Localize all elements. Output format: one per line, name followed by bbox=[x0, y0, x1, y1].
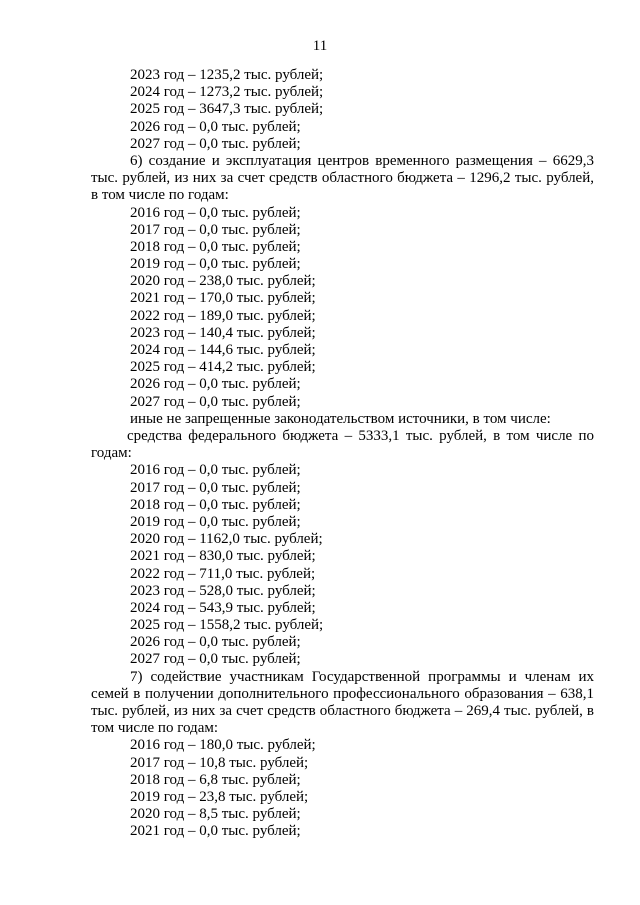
year-line: 2016 год – 0,0 тыс. рублей; bbox=[130, 462, 301, 479]
year-line: 2023 год – 140,4 тыс. рублей; bbox=[130, 324, 316, 341]
year-line: 2024 год – 543,9 тыс. рублей; bbox=[130, 599, 316, 616]
year-line: 2020 год – 238,0 тыс. рублей; bbox=[130, 273, 316, 290]
year-list-1 bbox=[91, 67, 594, 153]
year-list-4 bbox=[91, 737, 594, 840]
year-line: 2021 год – 170,0 тыс. рублей; bbox=[130, 290, 316, 307]
year-line: 2022 год – 711,0 тыс. рублей; bbox=[130, 565, 316, 582]
year-line: 2016 год – 0,0 тыс. рублей; bbox=[130, 204, 301, 221]
year-line: 2019 год – 23,8 тыс. рублей; bbox=[130, 789, 309, 806]
year-line: 2023 год – 528,0 тыс. рублей; bbox=[130, 582, 316, 599]
year-line: 2018 год – 0,0 тыс. рублей; bbox=[130, 496, 301, 513]
year-line: 2026 год – 0,0 тыс. рублей; bbox=[130, 118, 301, 135]
year-line: 2027 год – 0,0 тыс. рублей; bbox=[130, 135, 301, 152]
year-line: 2027 год – 0,0 тыс. рублей; bbox=[130, 651, 301, 668]
year-line: 2026 год – 0,0 тыс. рублей; bbox=[130, 376, 301, 393]
year-line: 2021 год – 830,0 тыс. рублей; bbox=[130, 548, 316, 565]
year-line: 2025 год – 1558,2 тыс. рублей; bbox=[130, 617, 324, 634]
year-list-3 bbox=[91, 462, 594, 668]
year-line: 2024 год – 1273,2 тыс. рублей; bbox=[130, 84, 324, 101]
year-line: 2025 год – 414,2 тыс. рублей; bbox=[130, 359, 316, 376]
year-line: 2027 год – 0,0 тыс. рублей; bbox=[130, 393, 301, 410]
year-line: 2020 год – 1162,0 тыс. рублей; bbox=[130, 531, 323, 548]
year-line: 2018 год – 0,0 тыс. рублей; bbox=[130, 238, 301, 255]
year-line: 2019 год – 0,0 тыс. рублей; bbox=[130, 513, 301, 530]
year-line: 2023 год – 1235,2 тыс. рублей; bbox=[130, 67, 324, 83]
year-line: 2017 год – 0,0 тыс. рублей; bbox=[130, 479, 301, 496]
year-line: 2018 год – 6,8 тыс. рублей; bbox=[130, 771, 301, 788]
paragraph-item-7: 7) содействие участникам Государственной программы и членам их семей в получении дополнительного профессионального образования – 638,1 тыс. рублей, из них за счет средств областного бюджета – 269,4 тыс. рублей, в том числе по годам: bbox=[91, 668, 594, 737]
year-line: 2022 год – 189,0 тыс. рублей; bbox=[130, 307, 316, 324]
page-number: 11 bbox=[312, 38, 328, 54]
year-line: 2017 год – 0,0 тыс. рублей; bbox=[130, 221, 301, 238]
year-line: 2019 год – 0,0 тыс. рублей; bbox=[130, 256, 301, 273]
paragraph-federal-budget: средства федерального бюджета – 5333,1 тыс. рублей, в том числе по годам: bbox=[91, 427, 594, 462]
paragraph-item-6: 6) создание и эксплуатация центров временного размещения – 6629,3 тыс. рублей, из них за счет средств областного бюджета – 1296,2 тыс. рублей, в том числе по годам: bbox=[91, 152, 594, 204]
document-body bbox=[91, 67, 594, 841]
year-line: 2020 год – 8,5 тыс. рублей; bbox=[130, 806, 301, 823]
year-line: 2017 год – 10,8 тыс. рублей; bbox=[130, 754, 309, 771]
year-list-2 bbox=[91, 205, 594, 411]
year-line: 2016 год – 180,0 тыс. рублей; bbox=[130, 737, 316, 754]
year-line: 2024 год – 144,6 тыс. рублей; bbox=[130, 342, 316, 359]
paragraph-other-sources: иные не запрещенные законодательством источники, в том числе: bbox=[130, 410, 551, 427]
year-line: 2021 год – 0,0 тыс. рублей; bbox=[130, 823, 301, 840]
year-line: 2025 год – 3647,3 тыс. рублей; bbox=[130, 101, 324, 118]
year-line: 2026 год – 0,0 тыс. рублей; bbox=[130, 634, 301, 651]
